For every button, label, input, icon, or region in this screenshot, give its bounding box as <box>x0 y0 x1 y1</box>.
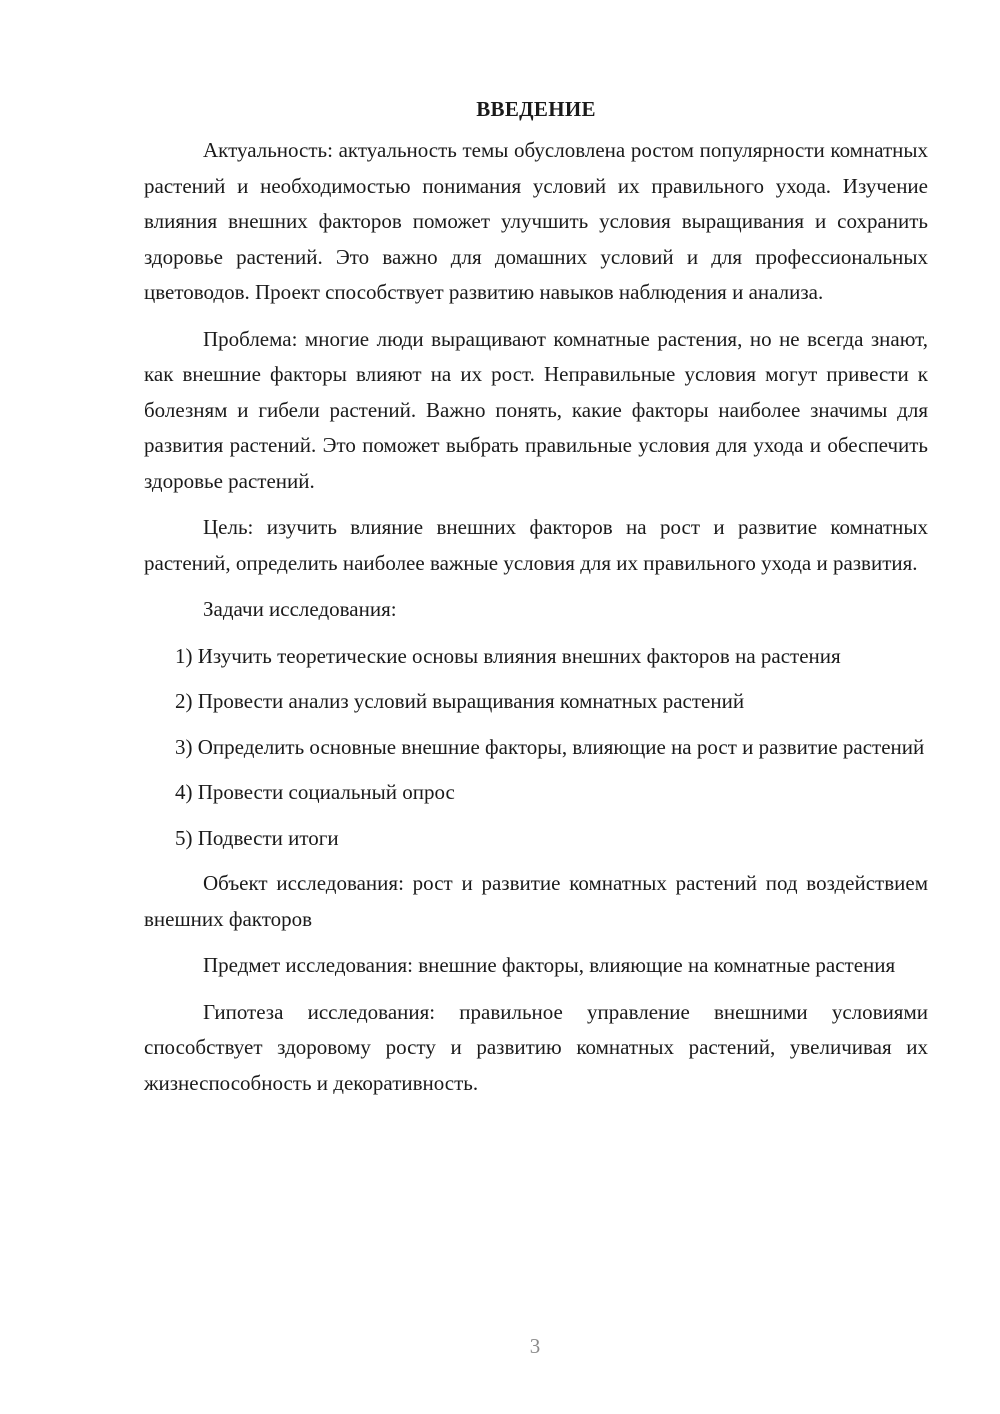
task-item-4: 4) Провести социальный опрос <box>175 780 455 804</box>
task-item-2: 2) Провести анализ условий выращивания комнатных растений <box>175 689 745 713</box>
problem-paragraph: Проблема: многие люди выращивают комнатные растения, но не всегда знают, как внешние факторы влияют на их рост. Неправильные условия могут привести к болезням и гибели растений. Важно понять, какие факторы наиболее значимы для развития растений. Это поможет выбрать правильные условия для ухода и обеспечить здоровье растений. <box>144 326 928 493</box>
task-item-5: 5) Подвести итоги <box>175 825 339 850</box>
tasks-heading: Задачи исследования: <box>203 597 397 621</box>
section-title: ВВЕДЕНИЕ <box>476 97 596 121</box>
hypothesis-paragraph: Гипотеза исследования: правильное управление внешними условиями способствует здоровому росту и развитию комнатных растений, увеличивая их жизнеспособность и декоративность. <box>144 999 928 1095</box>
relevance-paragraph: Актуальность: актуальность темы обусловлена ростом популярности комнатных растений и необходимостью понимания условий их правильного ухода. Изучение влияния внешних факторов поможет улучшить условия выращивания и сохранить здоровье растений. Это важно для домашних условий и для профессиональных цветоводов. Проект способствует развитию навыков наблюдения и анализа. <box>144 138 928 304</box>
page-number: 3 <box>529 1334 541 1358</box>
object-paragraph: Объект исследования: рост и развитие комнатных растений под воздействием внешних факторов <box>144 871 928 931</box>
task-item-1: 1) Изучить теоретические основы влияния внешних факторов на растения <box>175 643 841 668</box>
goal-paragraph: Цель: изучить влияние внешних факторов на рост и развитие комнатных растений, определить наиболее важные условия для их правильного ухода и развития. <box>144 515 928 575</box>
document-page <box>144 92 928 1112</box>
subject-paragraph: Предмет исследования: внешние факторы, влияющие на комнатные растения <box>203 953 896 977</box>
task-item-3: 3) Определить основные внешние факторы, влияющие на рост и развитие растений <box>175 734 925 759</box>
